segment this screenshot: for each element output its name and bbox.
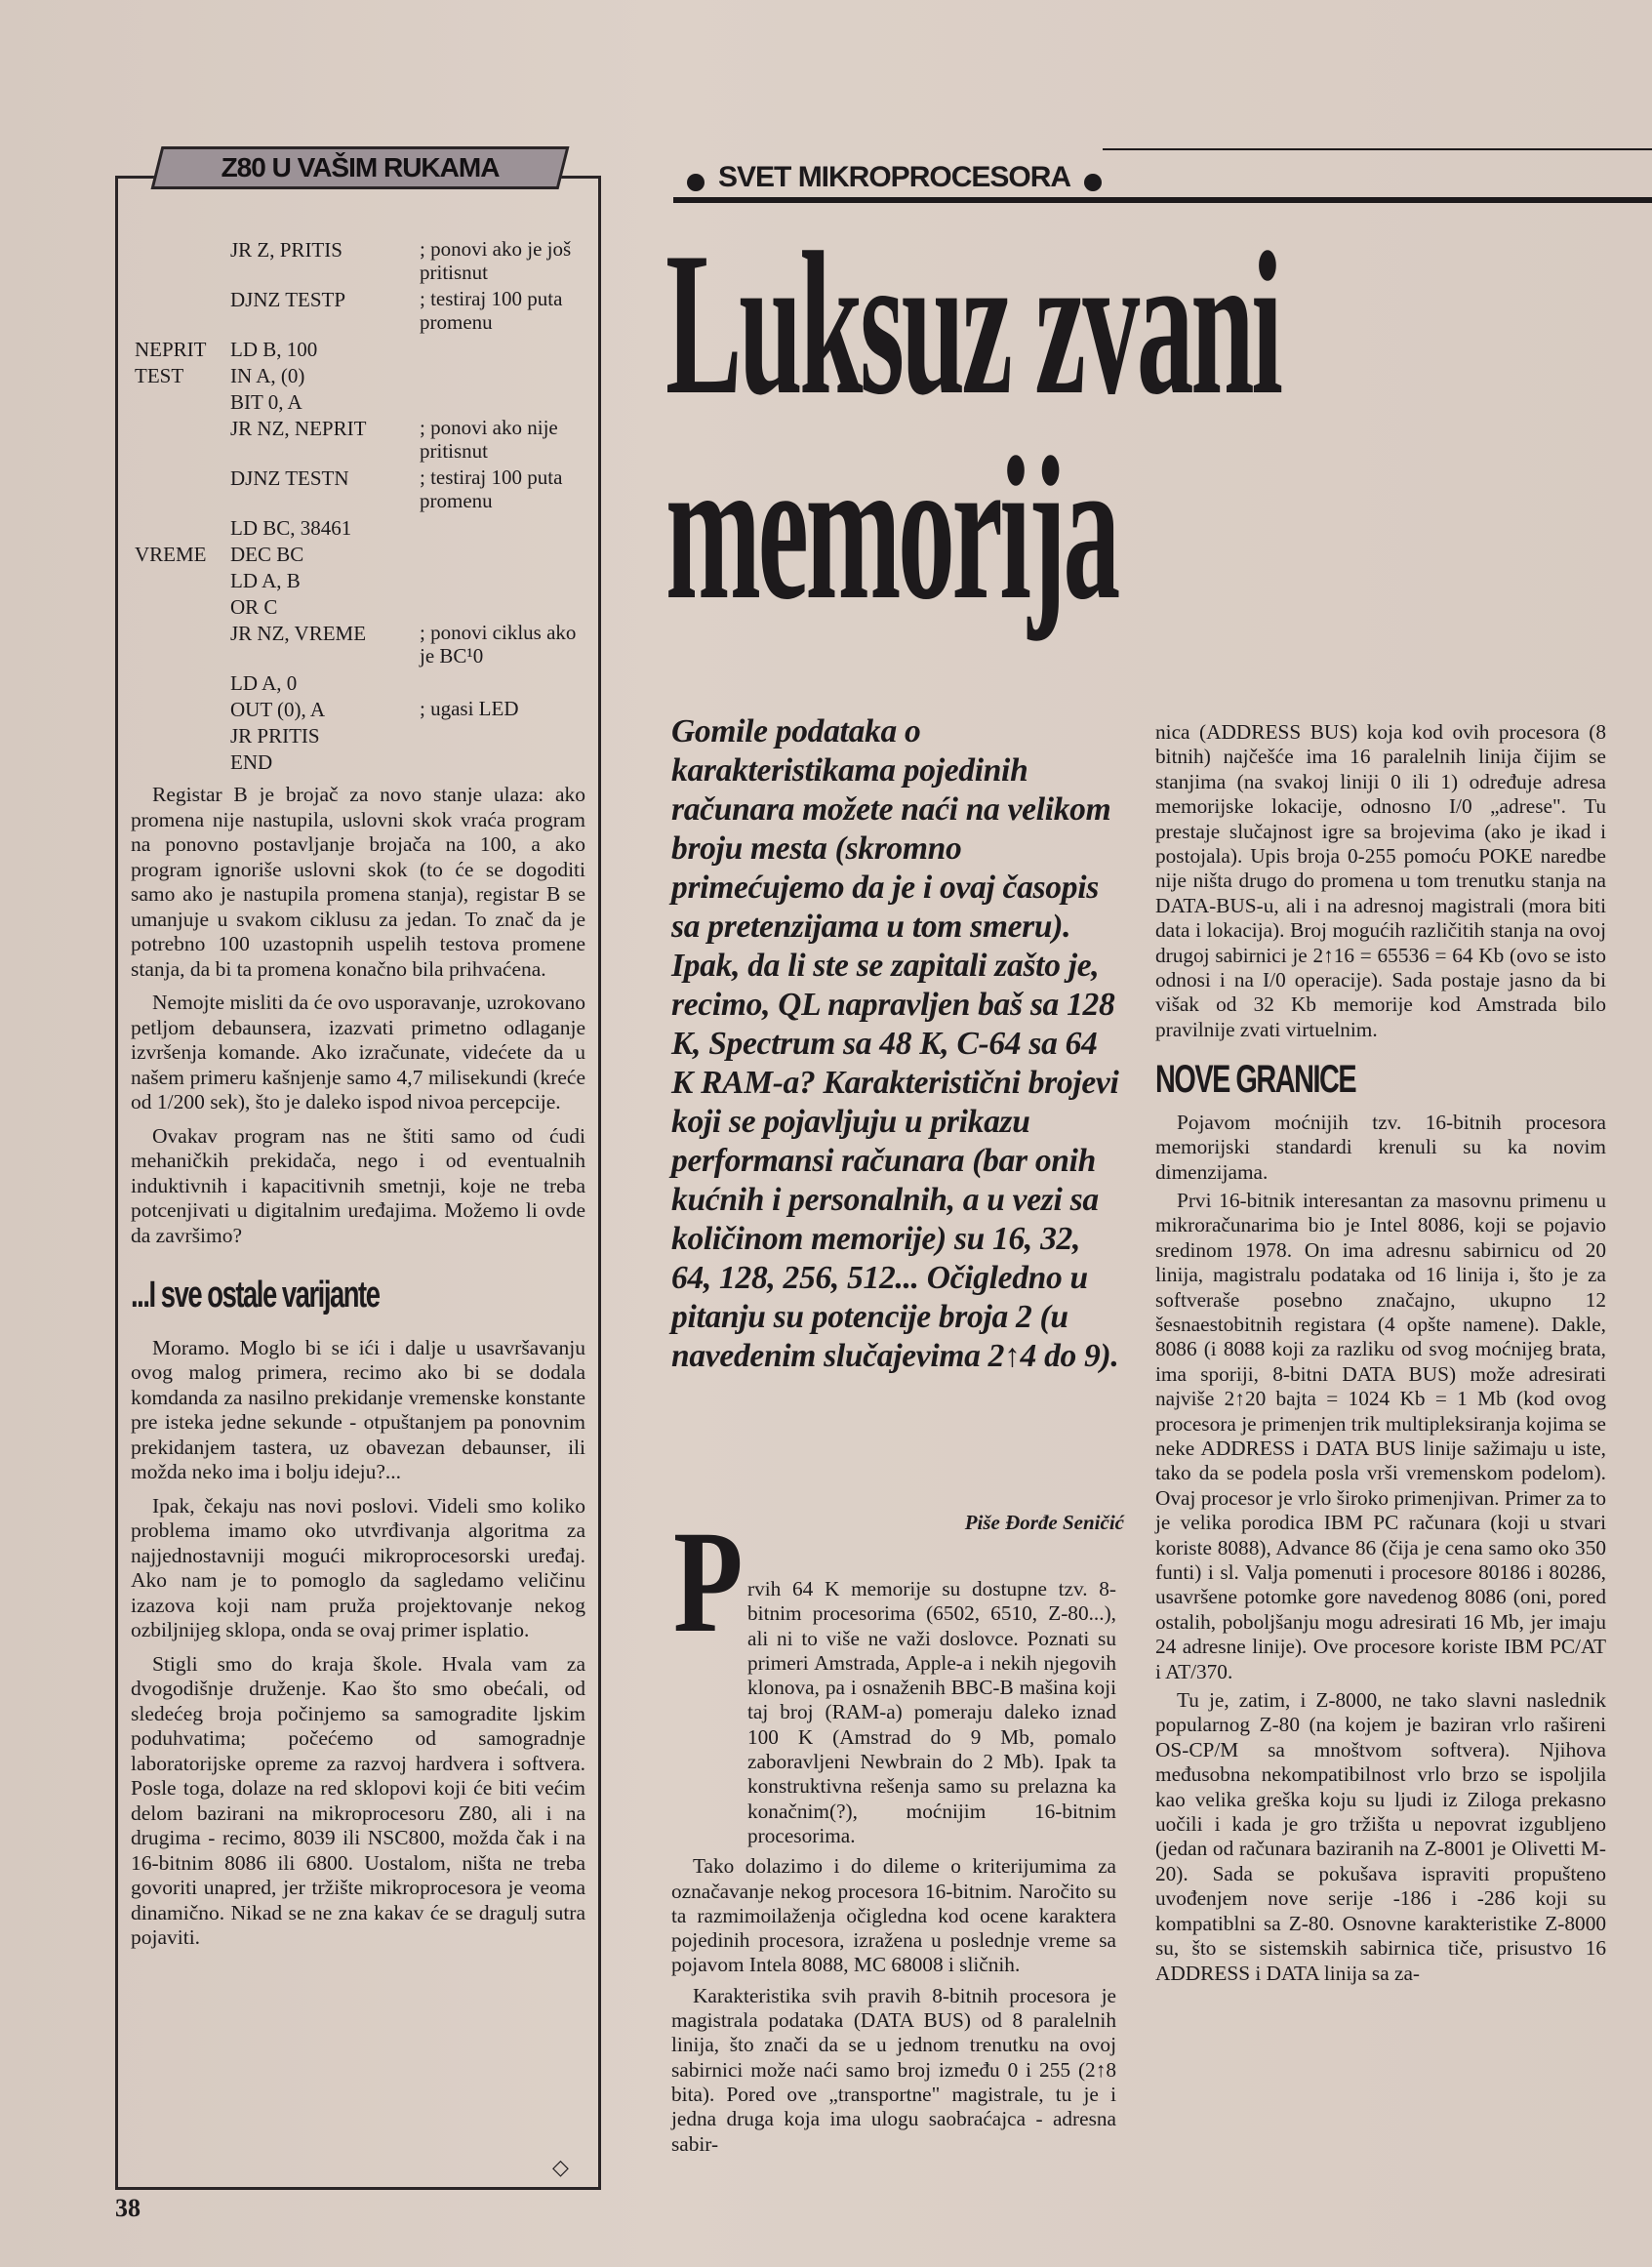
- bullet-icon: [1084, 174, 1102, 191]
- article-lead: Gomile podataka o karakteristikama pojedinih računara možete naći na velikom broju mesta (skromno primećujemo da je i ovaj časopis sa pretenzijama u tom smeru). Ipak, da li ste se zapitali zašto je, recimo, QL napravljen baš sa 128 K, Spectrum sa 48 K, C-64 sa 64 K RAM-a? Karakteristični brojevi koji se pojavljuju u prikazu performansi računara (bar onih kućnih i personalnih, a u vezi sa količinom memorije) su 16, 32, 64, 128, 256, 512... Očigledno u pitanju su potencije broja 2 (u navedenim slučajevima 2↑4 do 9).: [671, 713, 1119, 1374]
- article-headline: [665, 211, 1280, 642]
- paragraph: Karakteristika svih pravih 8-bitnih procesora je magistrala podataka (DATA BUS) od 8 paralelnih linija, što znači da se u jednom trenutku na ovoj sabirnici može naći samo broj između 0 i 255 (2↑8 bita). Pored ove „transportne" magistrale, tu je i jedna druga koja ima ulogu saobraćajca - adresna sabir-: [671, 1983, 1116, 2156]
- right-subheading: NOVE GRANICE: [1155, 1058, 1356, 1102]
- bullet-icon: [687, 174, 705, 191]
- page-number: 38: [115, 2194, 141, 2222]
- header-thick-rule: [673, 197, 1652, 203]
- code-line: OR C: [230, 595, 278, 619]
- paragraph: Tu je, zatim, i Z-8000, ne tako slavni naslednik popularnog Z-80 (na kojem je baziran vrlo rašireni OS-CP/M sa mnoštvom softvera). Njihova međusobna nekompatibilnost vrlo brzo se ispoljila kao velika greška koju su ljudi iz Ziloga prekasno uočili i kada je gro tržišta u nepovrat izgubljeno (jedan od računara baziranih na Z-8001 je Olivetti M-20). Sada se pokušava ispraviti propušteno uvođenjem nove serije -186 i -286 koji su kompatiblni sa Z-80. Osnovne karakteristike Z-8000 su, što se sistemskih sabirnica tiče, prisustvo 16 ADDRESS i DATA linija sa za-: [1155, 1688, 1606, 1985]
- paragraph: rvih 64 K memorije su dostupne tzv. 8-bitnim procesorima (6502, 6510, Z-80...), ali ni to više ne važi doslovce. Poznati su primeri Amstrada, Apple-a i nekih njegovih klonova, pa i osnaženih BBC-B mašina koji taj broj (RAM-a) pomeraju daleko iznad 100 K (Amstrad do 9 Mb, pomalo zaboravljeni Newbrain do 2 Mb). Ipak ta konstruktivna rešenja samo su prelazna ka konačnim(?), moćnijim 16-bitnim procesorima.: [747, 1577, 1116, 1847]
- paragraph: Ovakav program nas ne štiti samo od ćudi mehaničkih prekidača, nego i od eventualnih induktivnih i kapacitivnih smetnji, koje ne treba potcenjivati u digitalnim uređajima. Možemo li ovde da završimo?: [131, 1123, 585, 1247]
- code-line: LD A, B: [230, 569, 301, 592]
- paragraph: Prvi 16-bitnik interesantan za masovnu primenu u mikroračunarima bio je Intel 8086, koji se pojavio sredinom 1978. On ima adresnu sabirnicu od 20 linija, magistralu podataka od 16 linija i, što je za softveraše posebno značajno, ukupno 12 šesnaestobitnih registara (4 opšte namene). Dakle, 8086 (i 8088 koji za razliku od svog moćnijeg brata, ima sporiji, 8-bitni DATA BUS) može adresirati najviše 2↑20 bajta = 1024 Kb = 1 Mb (kod ovog procesora je primenjen trik multipleksiranja kojima se neke ADDRESS i DATA BUS linije sažimaju u iste, tako da se podela posla vrši vremenskom podelom). Ovaj procesor je vrlo široko primenjivan. Primer za to je velika porodica IBM PC računara (koji u stvari koriste 8088), Advance 86 (čija je cena samo oko 350 funti) i sl. Valja pomenuti i procesore 80186 i 80286, usavršene potomke gore navedenog 8086 (oni, pored ostalih, poboljšanju mogu adresirati 16 Mb, jer imaju 24 adresne linije). Ove procesore koriste IBM PC/AT i AT/370.: [1155, 1188, 1606, 1683]
- code-line: DJNZ TESTP ; testiraj 100 puta promenu: [230, 287, 563, 334]
- right-column-text: [1155, 720, 1606, 1990]
- code-line: DJNZ TESTN ; testiraj 100 puta promenu: [230, 466, 563, 512]
- header-thin-rule: [1103, 148, 1652, 150]
- code-line: NEPRIT LD B, 100: [135, 338, 318, 361]
- paragraph: Stigli smo do kraja škole. Hvala vam za dvogodišnje druženje. Kao što smo obećali, od sledećeg broja počinjemo sa samogradite ljskim poduhvatima; počećemo od samogradnje laboratorijske opreme za razvoj hardvera i softvera. Posle toga, dolaze na red sklopovi koji će biti većim delom bazirani na mikroprocesoru Z80, ali i na drugima - recimo, 8039 ili NSC800, možda čak i na 16-bitnim 8086 ili 6800. Uostalom, ništa ne treba govoriti unapred, jer tržište mikroprocesora je veoma dinamično. Nikad se ne zna kakav će se dragulj sutra pojaviti.: [131, 1651, 585, 1949]
- drop-cap: P: [673, 1501, 744, 1663]
- paragraph: nica (ADDRESS BUS) koja kod ovih procesora (8 bitnih) najčešće ima 16 paralelnih linija čijim se stanjima (na svakoj liniji 0 ili 1) određuje adresa memorijske lokacije, odnosno I/0 „adrese". Tu prestaje slučajnost igre sa brojevima (ako je ikad i postojala). Upis broja 0-255 pomoću POKE naredbe nije ništa drugo do promena u tom trenutku stanja na DATA-BUS-u, ali i na adresnoj magistrali (mora biti data i lokacija). Broj mogućih različitih stanja na ovoj drugoj sabirnici je 2↑16 = 65536 = 64 Kb (ovo se isto odnosi i na I/0 operacije). Sada postaje jasno da bi višak od 32 Kb memorije kod Amstrada bilo pravilnije zvati virtuelnim.: [1155, 720, 1606, 1041]
- code-line: VREME DEC BC: [135, 543, 304, 566]
- code-line: LD BC, 38461: [230, 516, 352, 540]
- middle-column-text: [671, 1577, 1116, 2163]
- byline: Piše Đorđe Seničić: [964, 1511, 1124, 1534]
- assembly-listing: [129, 237, 597, 776]
- headline-line-2: memorija: [665, 416, 1117, 642]
- paragraph: Tako dolazimo i do dileme o kriterijumima za označavanje nekog procesora 16-bitnim. Naročito su ta razmimoilaženja očigledna kod ocene karaktera pojedinih procesora, izražena u poslednje vreme sa pojavom Intela 8088, MC 68008 i sličnih.: [671, 1854, 1116, 1977]
- code-line: END: [230, 750, 273, 774]
- left-article-text: [131, 783, 585, 1960]
- paragraph: Nemojte misliti da će ovo usporavanje, uzrokovano petljom debaunsera, izazvati primetno odlaganje izvršenja komande. Ako izračunate, videćete da u našem primeru kašnjenje samo 4,7 milisekundi (kreće od 1/200 sek), što je daleko ispod nivoa percepcije.: [131, 991, 585, 1113]
- code-line: JR NZ, VREME ; ponovi ciklus ako je BC¹0: [230, 621, 577, 668]
- left-subheading: ...I sve ostale varijante: [131, 1275, 380, 1316]
- paragraph: Registar B je brojač za novo stanje ulaza: ako promena nije nastupila, uslovni skok vraća program na ponovno postavljanje brojača na 100, a ako program ignoriše uslovni skok (to će se dogoditi samo ako je nastupila promena stanja), registar B se umanjuje u svakom ciklusu za jedan. To znač da je potrebno 100 uzastopnih uspelih testova promene stanja, da bi ta promena konačno bila prihvaćena.: [131, 783, 585, 981]
- code-line: JR Z, PRITIS ; ponovi ako je još pritisnut: [230, 237, 572, 284]
- end-mark-icon: ◇: [552, 2155, 569, 2179]
- code-line: JR NZ, NEPRIT ; ponovi ako nije pritisnut: [230, 416, 558, 463]
- section-header: [673, 158, 1652, 197]
- code-line: OUT (0), A ; ugasi LED: [230, 697, 519, 721]
- code-line: JR PRITIS: [230, 724, 320, 748]
- headline-line-1: Luksuz zvani: [665, 211, 1280, 437]
- code-line: LD A, 0: [230, 671, 298, 695]
- code-line: BIT 0, A: [230, 390, 302, 414]
- code-line: TEST IN A, (0): [135, 364, 305, 387]
- paragraph: Pojavom moćnijih tzv. 16-bitnih procesora memorijski standardi krenuli su ka novim dimenzijama.: [1155, 1110, 1606, 1184]
- section-tab-label: Z80 U VAŠIM RUKAMA: [221, 152, 500, 182]
- paragraph: Moramo. Moglo bi se ići i dalje u usavršavanju ovog malog primera, recimo ako bi se dodala komdanda za nasilno prekidanje vremenske konstante pre isteka jedne sekunde - otpuštanjem pa ponovnim prekidanjem tastera, uz obavezan debaunser, ili možda neko ima i bolju ideju?...: [131, 1335, 585, 1483]
- section-title: SVET MIKROPROCESORA: [718, 161, 1071, 193]
- paragraph: Ipak, čekaju nas novi poslovi. Videli smo koliko problema imamo oko utvrđivanja algoritma za najjednostavniji mogući mikroprocesorski uređaj. Ako nam je to pomoglo da sagledamo veličinu izazova koji nam pruža projektovanje nekog ozbiljnijeg sklopa, onda se ovaj primer isplatio.: [131, 1493, 585, 1641]
